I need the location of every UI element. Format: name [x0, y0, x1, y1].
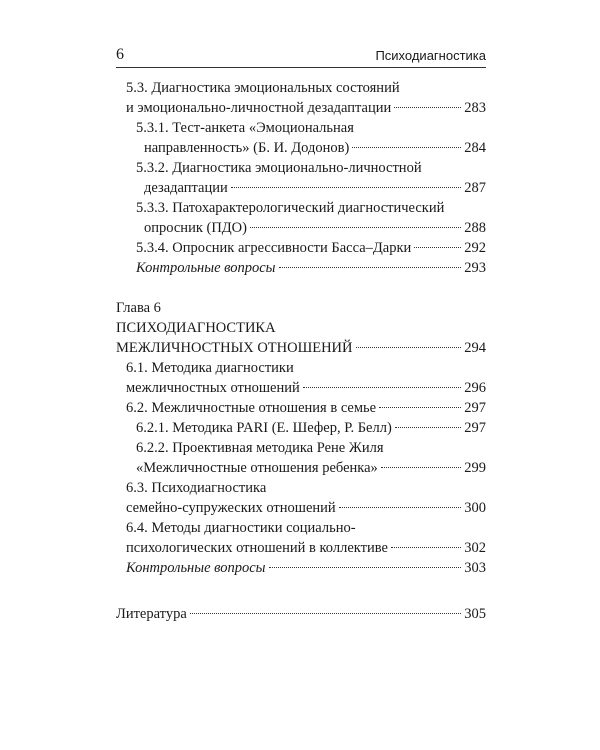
header-rule	[116, 67, 486, 68]
toc-page: 303	[464, 560, 486, 576]
leader-dots	[394, 107, 461, 108]
toc-entry-chapter-6-cont[interactable]: МЕЖЛИЧНОСТНЫХ ОТНОШЕНИЙ 294	[116, 340, 486, 356]
toc-entry-6-4-cont[interactable]: психологических отношений в коллективе 302	[126, 540, 486, 556]
toc-page: 288	[464, 220, 486, 236]
toc-page: 287	[464, 180, 486, 196]
running-header	[116, 42, 486, 68]
toc-page: 302	[464, 540, 486, 556]
toc-entry-5-3-cont[interactable]: и эмоционально-личностной дезадаптации 283	[126, 100, 486, 116]
toc-entry-5-3-1[interactable]: 5.3.1. Тест-анкета «Эмоциональная	[136, 120, 354, 136]
leader-dots	[190, 613, 461, 614]
toc-entry-review-6[interactable]: Контрольные вопросы 303	[126, 560, 486, 576]
toc-entry-literature[interactable]: Литература 305	[116, 606, 486, 622]
leader-dots	[303, 387, 462, 388]
toc-page: 296	[464, 380, 486, 396]
leader-dots	[339, 507, 462, 508]
toc-page: 284	[464, 140, 486, 156]
table-of-contents	[116, 78, 486, 624]
toc-page: 300	[464, 500, 486, 516]
toc-entry-5-3-3[interactable]: 5.3.3. Патохарактерологический диагностический	[136, 200, 445, 216]
leader-dots	[356, 347, 462, 348]
leader-dots	[379, 407, 461, 408]
toc-page: 294	[464, 340, 486, 356]
toc-entry-chapter-6[interactable]: ПСИХОДИАГНОСТИКА	[116, 320, 276, 336]
running-title: Психодиагностика	[375, 48, 486, 63]
toc-page: 297	[464, 420, 486, 436]
toc-page: 299	[464, 460, 486, 476]
toc-entry-6-2-1[interactable]: 6.2.1. Методика PARI (Е. Шефер, Р. Белл) 297	[136, 420, 486, 436]
leader-dots	[391, 547, 461, 548]
leader-dots	[231, 187, 461, 188]
toc-entry-6-3-cont[interactable]: семейно-супружеских отношений 300	[126, 500, 486, 516]
leader-dots	[250, 227, 461, 228]
toc-entry-5-3-2[interactable]: 5.3.2. Диагностика эмоционально-личностной	[136, 160, 422, 176]
toc-entry-6-1-cont[interactable]: межличностных отношений 296	[126, 380, 486, 396]
toc-entry-5-3-3-cont[interactable]: опросник (ПДО) 288	[144, 220, 486, 236]
leader-dots	[414, 247, 461, 248]
toc-entry-review-5[interactable]: Контрольные вопросы 293	[136, 260, 486, 276]
toc-entry-5-3[interactable]: 5.3. Диагностика эмоциональных состояний	[126, 80, 400, 96]
toc-page: 283	[464, 100, 486, 116]
leader-dots	[395, 427, 461, 428]
leader-dots	[381, 467, 461, 468]
toc-entry-5-3-2-cont[interactable]: дезадаптации 287	[144, 180, 486, 196]
toc-page: 297	[464, 400, 486, 416]
toc-entry-6-4[interactable]: 6.4. Методы диагностики социально-	[126, 520, 356, 536]
toc-entry-6-1[interactable]: 6.1. Методика диагностики	[126, 360, 294, 376]
chapter-label: Глава 6	[116, 300, 161, 316]
toc-entry-5-3-4[interactable]: 5.3.4. Опросник агрессивности Басса–Дарки 292	[136, 240, 486, 256]
leader-dots	[279, 267, 462, 268]
toc-entry-6-3[interactable]: 6.3. Психодиагностика	[126, 480, 267, 496]
toc-page: 293	[464, 260, 486, 276]
toc-entry-6-2-2[interactable]: 6.2.2. Проективная методика Рене Жиля	[136, 440, 384, 456]
leader-dots	[352, 147, 461, 148]
toc-entry-6-2[interactable]: 6.2. Межличностные отношения в семье 297	[126, 400, 486, 416]
toc-entry-6-2-2-cont[interactable]: «Межличностные отношения ребенка» 299	[136, 460, 486, 476]
toc-page: 292	[464, 240, 486, 256]
leader-dots	[269, 567, 462, 568]
page-number: 6	[116, 46, 124, 63]
toc-page: 305	[464, 606, 486, 622]
toc-entry-5-3-1-cont[interactable]: направленность» (Б. И. Додонов) 284	[144, 140, 486, 156]
